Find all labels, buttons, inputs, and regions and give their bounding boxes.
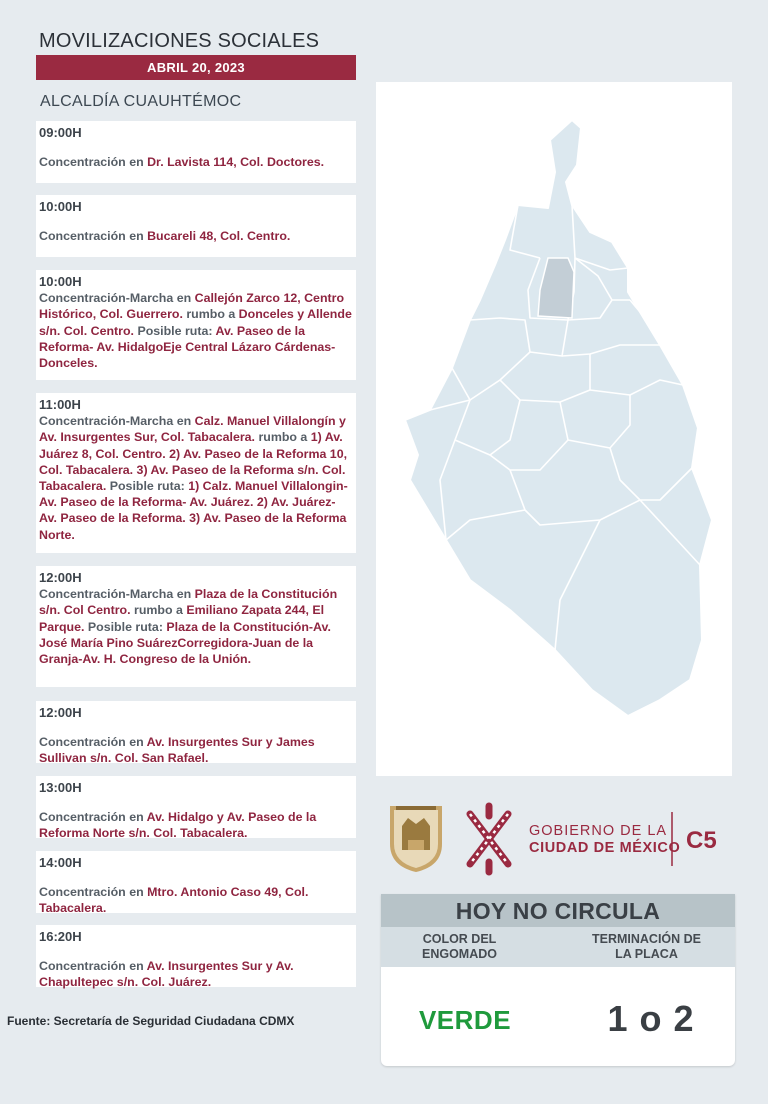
event-description — [39, 809, 352, 841]
event-time: 12:00H — [39, 570, 82, 585]
event-card — [36, 270, 356, 380]
hnc-subheader — [381, 927, 735, 967]
event-label-text: Concentración-Marcha — [39, 587, 174, 602]
event-label-text: en — [125, 735, 147, 750]
event-label-text: Concentración — [39, 229, 126, 244]
gobierno-line2: CIUDAD DE MÉXICO — [529, 840, 681, 856]
event-description — [39, 290, 352, 371]
event-location-text: Dr. Lavista 114, Col. Doctores. — [147, 155, 325, 170]
event-time: 10:00H — [39, 199, 82, 214]
hnc-title: HOY NO CIRCULA — [381, 894, 735, 927]
cdmx-outline — [405, 120, 712, 716]
event-label-text: Posible ruta: — [134, 323, 216, 338]
event-label-text: Concentración — [39, 155, 126, 170]
event-time: 16:20H — [39, 929, 82, 944]
event-label-text: Concentración — [39, 885, 126, 900]
event-description — [39, 884, 352, 916]
event-label-text: en — [125, 959, 147, 974]
event-label-text: Posible ruta: — [84, 619, 167, 634]
event-location-text: Emiliano Zapata 244, El Parque. — [39, 603, 325, 634]
cdmx-map — [376, 82, 732, 776]
event-description — [39, 228, 352, 244]
gobierno-line1: GOBIERNO DE LA — [529, 823, 668, 839]
event-label-text: en — [173, 587, 195, 602]
event-location-text: 1) Calz. Manuel Villalongin-Av. Paseo de la Reforma- Av. Juárez. 2) Av. Juárez-Av. Paseo de la Reforma. 3) Av. Paseo de la Reforma Norte. — [39, 479, 348, 542]
event-time: 12:00H — [39, 705, 82, 720]
event-location-text: Av. Insurgentes Sur y Av. Chapultepec s/n. Col. Juárez. — [39, 959, 294, 990]
event-location-text: 1) Av. Juárez 8, Col. Centro. 2) Av. Paseo de la Reforma 10, Col. Tabacalera. 3) Av. Paseo de la Reforma s/n. Col. Tabacalera. — [39, 430, 348, 494]
event-description — [39, 586, 352, 667]
logos-area — [384, 800, 734, 880]
event-label-text: Concentración-Marcha — [39, 414, 174, 429]
event-location-text: Plaza de la Constitución s/n. Col Centro. — [39, 587, 338, 618]
event-description — [39, 958, 352, 990]
hnc-color-header: COLOR DEL ENGOMADO — [422, 932, 497, 961]
date-banner: ABRIL 20, 2023 — [36, 55, 356, 80]
event-description — [39, 413, 352, 543]
c5-logo: C5 — [686, 827, 717, 854]
event-card — [36, 195, 356, 257]
event-label-text: Posible ruta: — [106, 479, 189, 494]
hnc-color-value: VERDE — [418, 1005, 512, 1035]
event-card — [36, 566, 356, 687]
event-location-text: Av. Insurgentes Sur y James Sullivan s/n. Col. San Rafael. — [39, 735, 315, 766]
source-footnote: Fuente: Secretaría de Seguridad Ciudadana CDMX — [7, 1014, 295, 1028]
event-time: 14:00H — [39, 855, 82, 870]
hnc-values — [381, 967, 735, 1066]
page-title: MOVILIZACIONES SOCIALES — [39, 30, 320, 52]
event-label-text: en — [173, 414, 195, 429]
event-label-text: Concentración — [39, 959, 126, 974]
event-location-text: Calz. Manuel Villalongín y Av. Insurgentes Sur, Col. Tabacalera. — [39, 414, 346, 445]
event-label-text: en — [125, 885, 148, 900]
map-panel — [376, 82, 732, 776]
hnc-plate-header: TERMINACIÓN DE LA PLACA — [591, 932, 702, 961]
event-location-text: Av. Hidalgo y Av. Paseo de la Reforma Norte s/n. Col. Tabacalera. — [39, 810, 317, 841]
event-card — [36, 701, 356, 766]
event-time: 09:00H — [39, 125, 82, 140]
event-location-text: Av. Paseo de la Reforma- Av. HidalgoEje Central Lázaro Cárdenas-Donceles. — [39, 323, 336, 371]
event-location-text: Plaza de la Constitución-Av. José María Pino SuárezCorregidora-Juan de la Granja-Av. H. Congreso de la Unión. — [39, 619, 331, 667]
event-card — [36, 776, 356, 841]
event-time: 11:00H — [39, 397, 81, 412]
event-label-text: rumbo a — [130, 603, 187, 618]
cdmx-logo-icon — [470, 806, 508, 872]
event-description — [39, 154, 352, 170]
event-label-text: en — [173, 291, 195, 306]
event-label-text: en — [125, 229, 148, 244]
hoy-no-circula-card — [381, 894, 735, 1066]
event-label-text: Concentración-Marcha — [39, 291, 174, 306]
event-label-text: rumbo a — [255, 430, 311, 445]
event-label-text: Concentración — [39, 735, 126, 750]
hnc-plate-value: 1 o 2 — [607, 997, 695, 1039]
event-location-text: Donceles y Allende s/n. Col. Centro. — [39, 307, 352, 338]
event-time: 13:00H — [39, 780, 82, 795]
event-location-text: Callejón Zarco 12, Centro Histórico, Col. Guerrero. — [39, 291, 345, 322]
event-label-text: en — [125, 155, 148, 170]
event-card — [36, 393, 356, 553]
event-description — [39, 734, 352, 766]
event-card — [36, 851, 356, 916]
event-label-text: Concentración — [39, 810, 126, 825]
event-card — [36, 121, 356, 183]
coat-of-arms-icon — [390, 806, 442, 872]
event-label-text: en — [125, 810, 147, 825]
event-label-text: rumbo a — [182, 307, 239, 322]
event-location-text: Bucareli 48, Col. Centro. — [147, 229, 291, 244]
event-card — [36, 925, 356, 990]
alcaldia-heading: ALCALDÍA CUAUHTÉMOC — [40, 93, 242, 110]
event-location-text: Mtro. Antonio Caso 49, Col. Tabacalera. — [39, 885, 309, 916]
event-time: 10:00H — [39, 274, 82, 289]
